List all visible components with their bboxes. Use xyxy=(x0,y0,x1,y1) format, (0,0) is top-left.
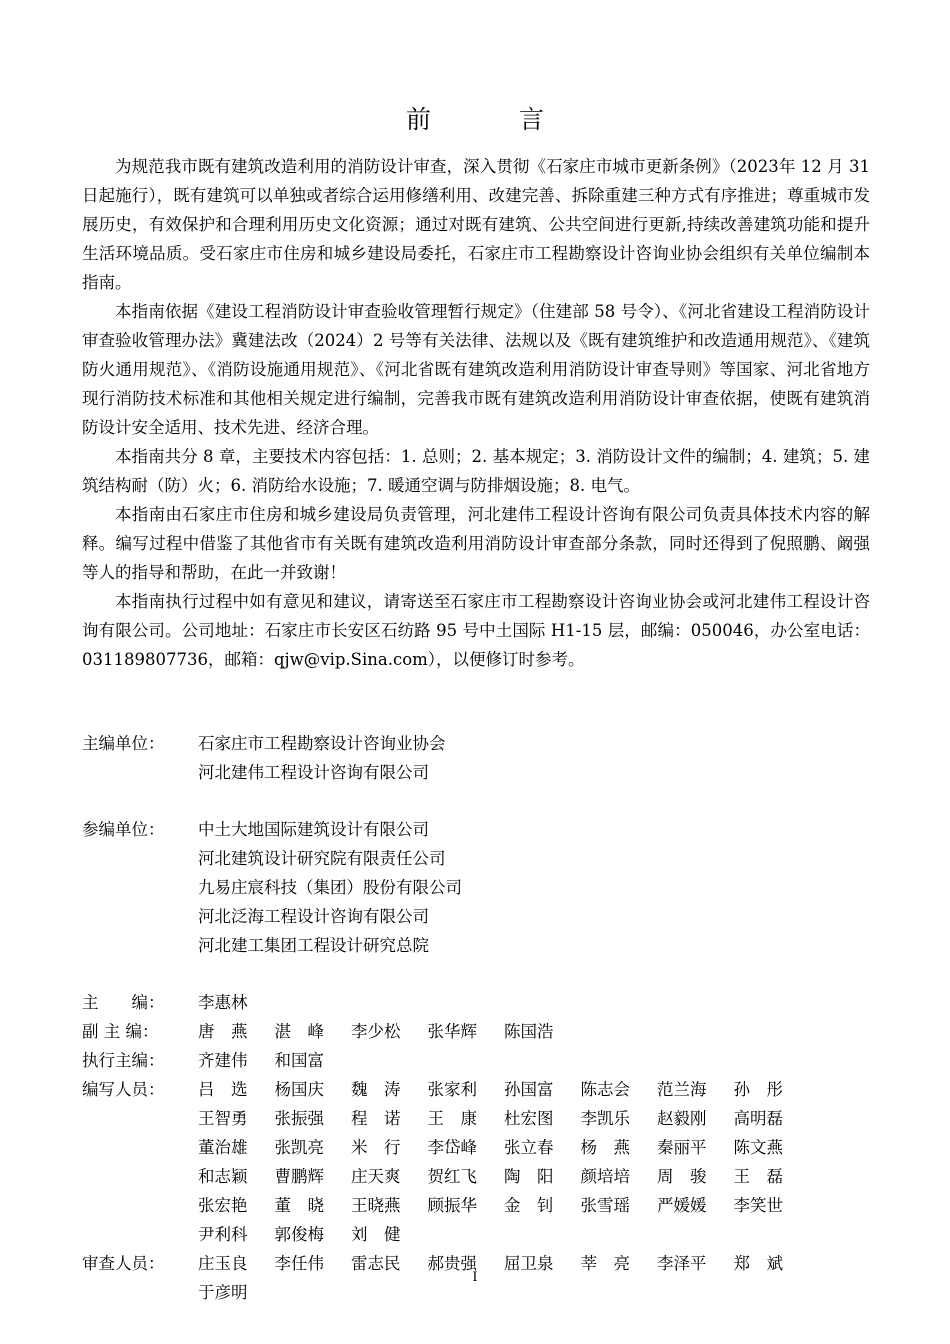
staff-name: 王 磊 xyxy=(733,1167,783,1186)
staff-name: 张雪瑶 xyxy=(580,1196,630,1215)
staff-row xyxy=(82,1017,882,1046)
participating-units-section xyxy=(82,815,882,960)
preface-body xyxy=(82,152,870,674)
chief-units-list xyxy=(198,729,882,787)
staff-name: 高明磊 xyxy=(733,1109,783,1128)
staff-name: 严媛媛 xyxy=(657,1196,707,1215)
staff-name: 王 康 xyxy=(427,1109,477,1128)
staff-role-label: 执行主编： xyxy=(82,1051,165,1070)
paragraph: 为规范我市既有建筑改造利用的消防设计审查，深入贯彻《石家庄市城市更新条例》（2023年 12 月 31 日起施行），既有建筑可以单独或者综合运用修缮利用、改建完善、拆除重建三种方式有序推进；尊重城市发展历史，有效保护和合理利用历史文化资源；通过对既有建筑、公共空间进行更新,持续改善建筑功能和提升生活环境品质。受石家庄市住房和城乡建设局委托，石家庄市工程勘察设计咨询业协会组织有关单位编制本指南。 xyxy=(82,157,870,292)
chief-units-section xyxy=(82,729,882,787)
staff-row xyxy=(82,1046,882,1075)
staff-name: 杨 燕 xyxy=(580,1138,630,1157)
participating-units-list xyxy=(198,815,882,960)
staff-role-label: 副 主 编： xyxy=(82,1022,159,1041)
staff-name: 陶 阳 xyxy=(504,1167,554,1186)
staff-name: 李笑世 xyxy=(733,1196,783,1215)
staff-section xyxy=(82,988,882,1307)
unit-item: 河北建伟工程设计咨询有限公司 xyxy=(198,763,429,782)
staff-name: 屈卫泉 xyxy=(504,1254,554,1273)
staff-name: 顾振华 xyxy=(427,1196,477,1215)
staff-names xyxy=(198,1046,878,1075)
staff-name: 赵毅刚 xyxy=(657,1109,707,1128)
staff-role-label: 主 编： xyxy=(82,993,165,1012)
staff-name: 郝贵强 xyxy=(427,1254,477,1273)
staff-name: 张家利 xyxy=(427,1080,477,1099)
staff-row xyxy=(82,988,882,1017)
staff-name: 孙 彤 xyxy=(733,1080,783,1099)
staff-name: 陈志会 xyxy=(580,1080,630,1099)
staff-name: 李凯乐 xyxy=(580,1109,630,1128)
staff-name: 唐 燕 xyxy=(198,1022,248,1041)
staff-name: 和国富 xyxy=(274,1051,324,1070)
staff-name: 孙国富 xyxy=(504,1080,554,1099)
paragraph: 本指南由石家庄市住房和城乡建设局负责管理，河北建伟工程设计咨询有限公司负责具体技术内容的解释。编写过程中借鉴了其他省市有关既有建筑改造利用消防设计审查部分条款，同时还得到了倪照鹏、阚强等人的指导和帮助，在此一并致谢！ xyxy=(82,505,870,582)
staff-name: 颜培培 xyxy=(580,1167,630,1186)
staff-name: 和志颖 xyxy=(198,1167,248,1186)
staff-names xyxy=(198,988,878,1017)
staff-name: 庄玉良 xyxy=(198,1254,248,1273)
staff-name: 郭俊梅 xyxy=(274,1225,324,1244)
staff-name: 魏 涛 xyxy=(351,1080,401,1099)
staff-name: 张振强 xyxy=(274,1109,324,1128)
staff-name: 刘 健 xyxy=(351,1225,401,1244)
staff-name: 陈文燕 xyxy=(733,1138,783,1157)
staff-name: 李泽平 xyxy=(657,1254,707,1273)
unit-item: 河北建筑设计研究院有限责任公司 xyxy=(198,849,446,868)
staff-name: 张宏艳 xyxy=(198,1196,248,1215)
staff-name: 金 钊 xyxy=(504,1196,554,1215)
staff-name: 曹鹏辉 xyxy=(274,1167,324,1186)
staff-names xyxy=(198,1017,878,1046)
staff-name: 贺红飞 xyxy=(427,1167,477,1186)
staff-name: 杨国庆 xyxy=(274,1080,324,1099)
staff-name: 王智勇 xyxy=(198,1109,248,1128)
staff-name: 程 诺 xyxy=(351,1109,401,1128)
staff-name: 张凯亮 xyxy=(274,1138,324,1157)
staff-name: 湛 峰 xyxy=(274,1022,324,1041)
staff-name: 杜宏图 xyxy=(504,1109,554,1128)
staff-row xyxy=(82,1075,882,1249)
staff-names xyxy=(198,1075,878,1249)
staff-name: 周 骏 xyxy=(657,1167,707,1186)
staff-name: 于彦明 xyxy=(198,1283,248,1302)
staff-name: 庄天爽 xyxy=(351,1167,401,1186)
staff-role-label: 编写人员： xyxy=(82,1080,165,1099)
staff-name: 米 行 xyxy=(351,1138,401,1157)
staff-name: 李少松 xyxy=(351,1022,401,1041)
staff-name: 陈国浩 xyxy=(504,1022,554,1041)
staff-name: 郑 斌 xyxy=(733,1254,783,1273)
staff-name: 李岱峰 xyxy=(427,1138,477,1157)
staff-name: 张华辉 xyxy=(427,1022,477,1041)
staff-name: 范兰海 xyxy=(657,1080,707,1099)
staff-role-label: 审查人员： xyxy=(82,1254,165,1273)
paragraph: 本指南共分 8 章，主要技术内容包括：1. 总则；2. 基本规定；3. 消防设计文件的编制；4. 建筑；5. 建筑结构耐（防）火；6. 消防给水设施；7. 暖通空调与防排烟设施；8. 电气。 xyxy=(82,447,870,495)
staff-name: 李任伟 xyxy=(274,1254,324,1273)
page-number: I xyxy=(472,1270,478,1285)
staff-name: 李惠林 xyxy=(198,993,248,1012)
staff-name: 莘 亮 xyxy=(580,1254,630,1273)
unit-item: 石家庄市工程勘察设计咨询业协会 xyxy=(198,734,446,753)
staff-name: 吕 选 xyxy=(198,1080,248,1099)
unit-item: 中土大地国际建筑设计有限公司 xyxy=(198,820,429,839)
staff-name: 张立春 xyxy=(504,1138,554,1157)
staff-name: 董 晓 xyxy=(274,1196,324,1215)
staff-name: 尹利科 xyxy=(198,1225,248,1244)
unit-item: 河北建工集团工程设计研究总院 xyxy=(198,936,429,955)
paragraph: 本指南执行过程中如有意见和建议，请寄送至石家庄市工程勘察设计咨询业协会或河北建伟工程设计咨询有限公司。公司地址：石家庄市长安区石纺路 95 号中土国际 H1-15 层，邮编：050046，办公室电话：031189807736，邮箱：qjw@vip.Sina.com），以便修订时参考。 xyxy=(82,592,870,669)
staff-name: 王晓燕 xyxy=(351,1196,401,1215)
unit-item: 九易庄宸科技（集团）股份有限公司 xyxy=(198,878,462,897)
staff-name: 秦丽平 xyxy=(657,1138,707,1157)
staff-name: 雷志民 xyxy=(351,1254,401,1273)
participating-units-label: 参编单位： xyxy=(82,820,165,839)
unit-item: 河北泛海工程设计咨询有限公司 xyxy=(198,907,429,926)
page-title: 前 言 xyxy=(406,105,584,134)
chief-units-label: 主编单位： xyxy=(82,734,165,753)
staff-name: 齐建伟 xyxy=(198,1051,248,1070)
staff-name: 董治雄 xyxy=(198,1138,248,1157)
paragraph: 本指南依据《建设工程消防设计审查验收管理暂行规定》（住建部 58 号令）、《河北省建设工程消防设计审查验收管理办法》冀建法改（2024）2 号等有关法律、法规以及《既有建筑维护和改造通用规范》、《建筑防火通用规范》、《消防设施通用规范》、《河北省既有建筑改造利用消防设计审查导则》等国家、河北省地方现行消防技术标准和其他相关规定进行编制，完善我市既有建筑改造利用消防设计审查依据，使既有建筑消防设计安全适用、技术先进、经济合理。 xyxy=(82,302,870,437)
